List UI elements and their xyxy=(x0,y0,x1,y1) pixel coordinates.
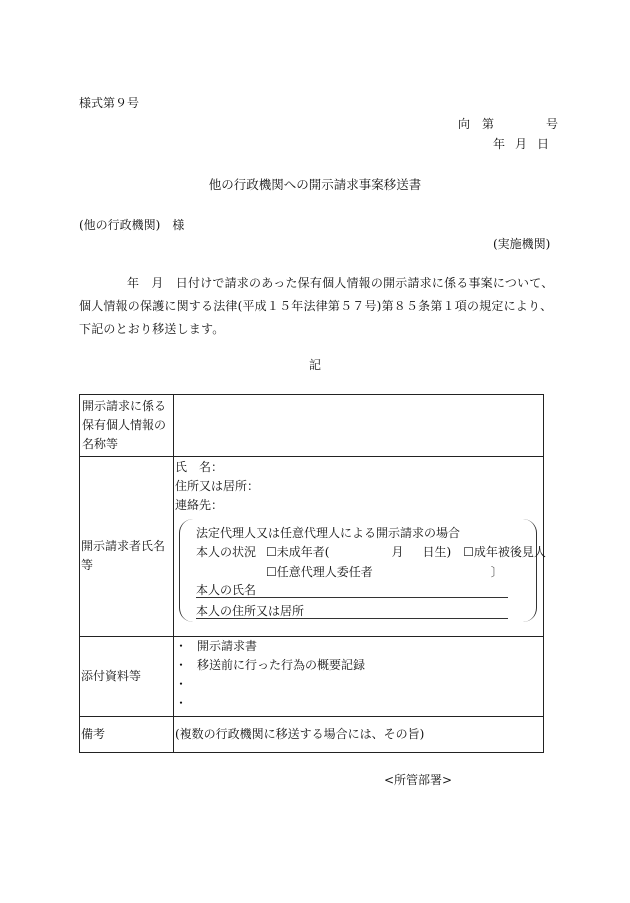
delegate-row xyxy=(266,566,503,578)
principal-name-label: 本人の氏名 xyxy=(196,583,257,597)
attachment-item xyxy=(174,675,543,694)
date-month: 月 xyxy=(515,137,528,151)
department-footer: <所管部署> xyxy=(384,773,453,787)
birth-day: 日生) xyxy=(422,545,452,559)
sender: (実施機関) xyxy=(493,237,551,251)
bullet: ・ xyxy=(175,658,188,672)
row-information-name xyxy=(80,395,544,457)
close-bracket: 〕 xyxy=(490,565,503,579)
bullet: ・ xyxy=(175,696,188,710)
ref-mukai: 向 xyxy=(458,117,471,131)
bullet: ・ xyxy=(175,677,188,691)
delegate-checkbox[interactable]: ☐任意代理人委任者 xyxy=(266,565,373,579)
principal-name-line xyxy=(196,584,508,598)
row-remarks xyxy=(80,717,544,753)
principal-address-line xyxy=(196,605,508,619)
status-label: 本人の状況 xyxy=(196,545,257,559)
label-remarks: 備考 xyxy=(81,727,106,741)
ref-dai: 第 xyxy=(482,117,495,131)
value-attachments xyxy=(174,637,544,717)
value-requester xyxy=(174,457,544,637)
attachment-item: ・ 開示請求書 xyxy=(174,637,543,656)
form-number: 様式第９号 xyxy=(79,96,140,110)
body-paragraph: 年 月 日付けで請求のあった保有個人情報の開示請求に係る事案について、個人情報の保護に関する法律(平成１５年法律第５７号)第８５条第１項の規定により、下記のとおり移送します。 xyxy=(79,276,554,336)
principal-address-label: 本人の住所又は居所 xyxy=(196,604,305,618)
attachment-item: ・ 移送前に行った行為の概要記録 xyxy=(174,656,543,675)
document-title: 他の行政機関への開示請求事案移送書 xyxy=(208,177,422,192)
reference-number xyxy=(458,118,558,130)
attachment-item xyxy=(174,694,543,713)
proxy-title: 法定代理人又は任意代理人による開示請求の場合 xyxy=(196,526,461,540)
row-attachments xyxy=(80,637,544,717)
ward-checkbox[interactable]: ☐成年被後見人 xyxy=(463,545,546,559)
transfer-details-table xyxy=(79,394,544,753)
proxy-request-box xyxy=(179,519,546,622)
row-requester xyxy=(80,457,544,637)
ref-gou: 号 xyxy=(546,117,559,131)
date-year: 年 xyxy=(493,137,506,151)
requester-contact: 連絡先： xyxy=(175,498,224,512)
principal-status xyxy=(196,546,546,558)
issue-date xyxy=(493,138,549,150)
remarks-text: (複数の行政機関に移送する場合には、その旨) xyxy=(175,727,425,741)
minor-checkbox[interactable]: ☐未成年者( xyxy=(266,545,330,559)
label-information-name: 開示請求に係る保有個人情報の名称等 xyxy=(82,399,167,451)
requester-name: 氏 名： xyxy=(175,460,224,474)
addressee: (他の行政機関) 様 xyxy=(79,218,185,232)
birth-month: 月 xyxy=(391,545,404,559)
ki-heading: 記 xyxy=(308,358,321,372)
date-day: 日 xyxy=(537,137,550,151)
label-requester: 開示請求者氏名等 xyxy=(81,539,166,572)
value-information-name xyxy=(174,395,544,457)
requester-address: 住所又は居所： xyxy=(175,479,260,493)
bullet: ・ xyxy=(175,639,188,653)
label-attachments: 添付資料等 xyxy=(81,669,142,683)
